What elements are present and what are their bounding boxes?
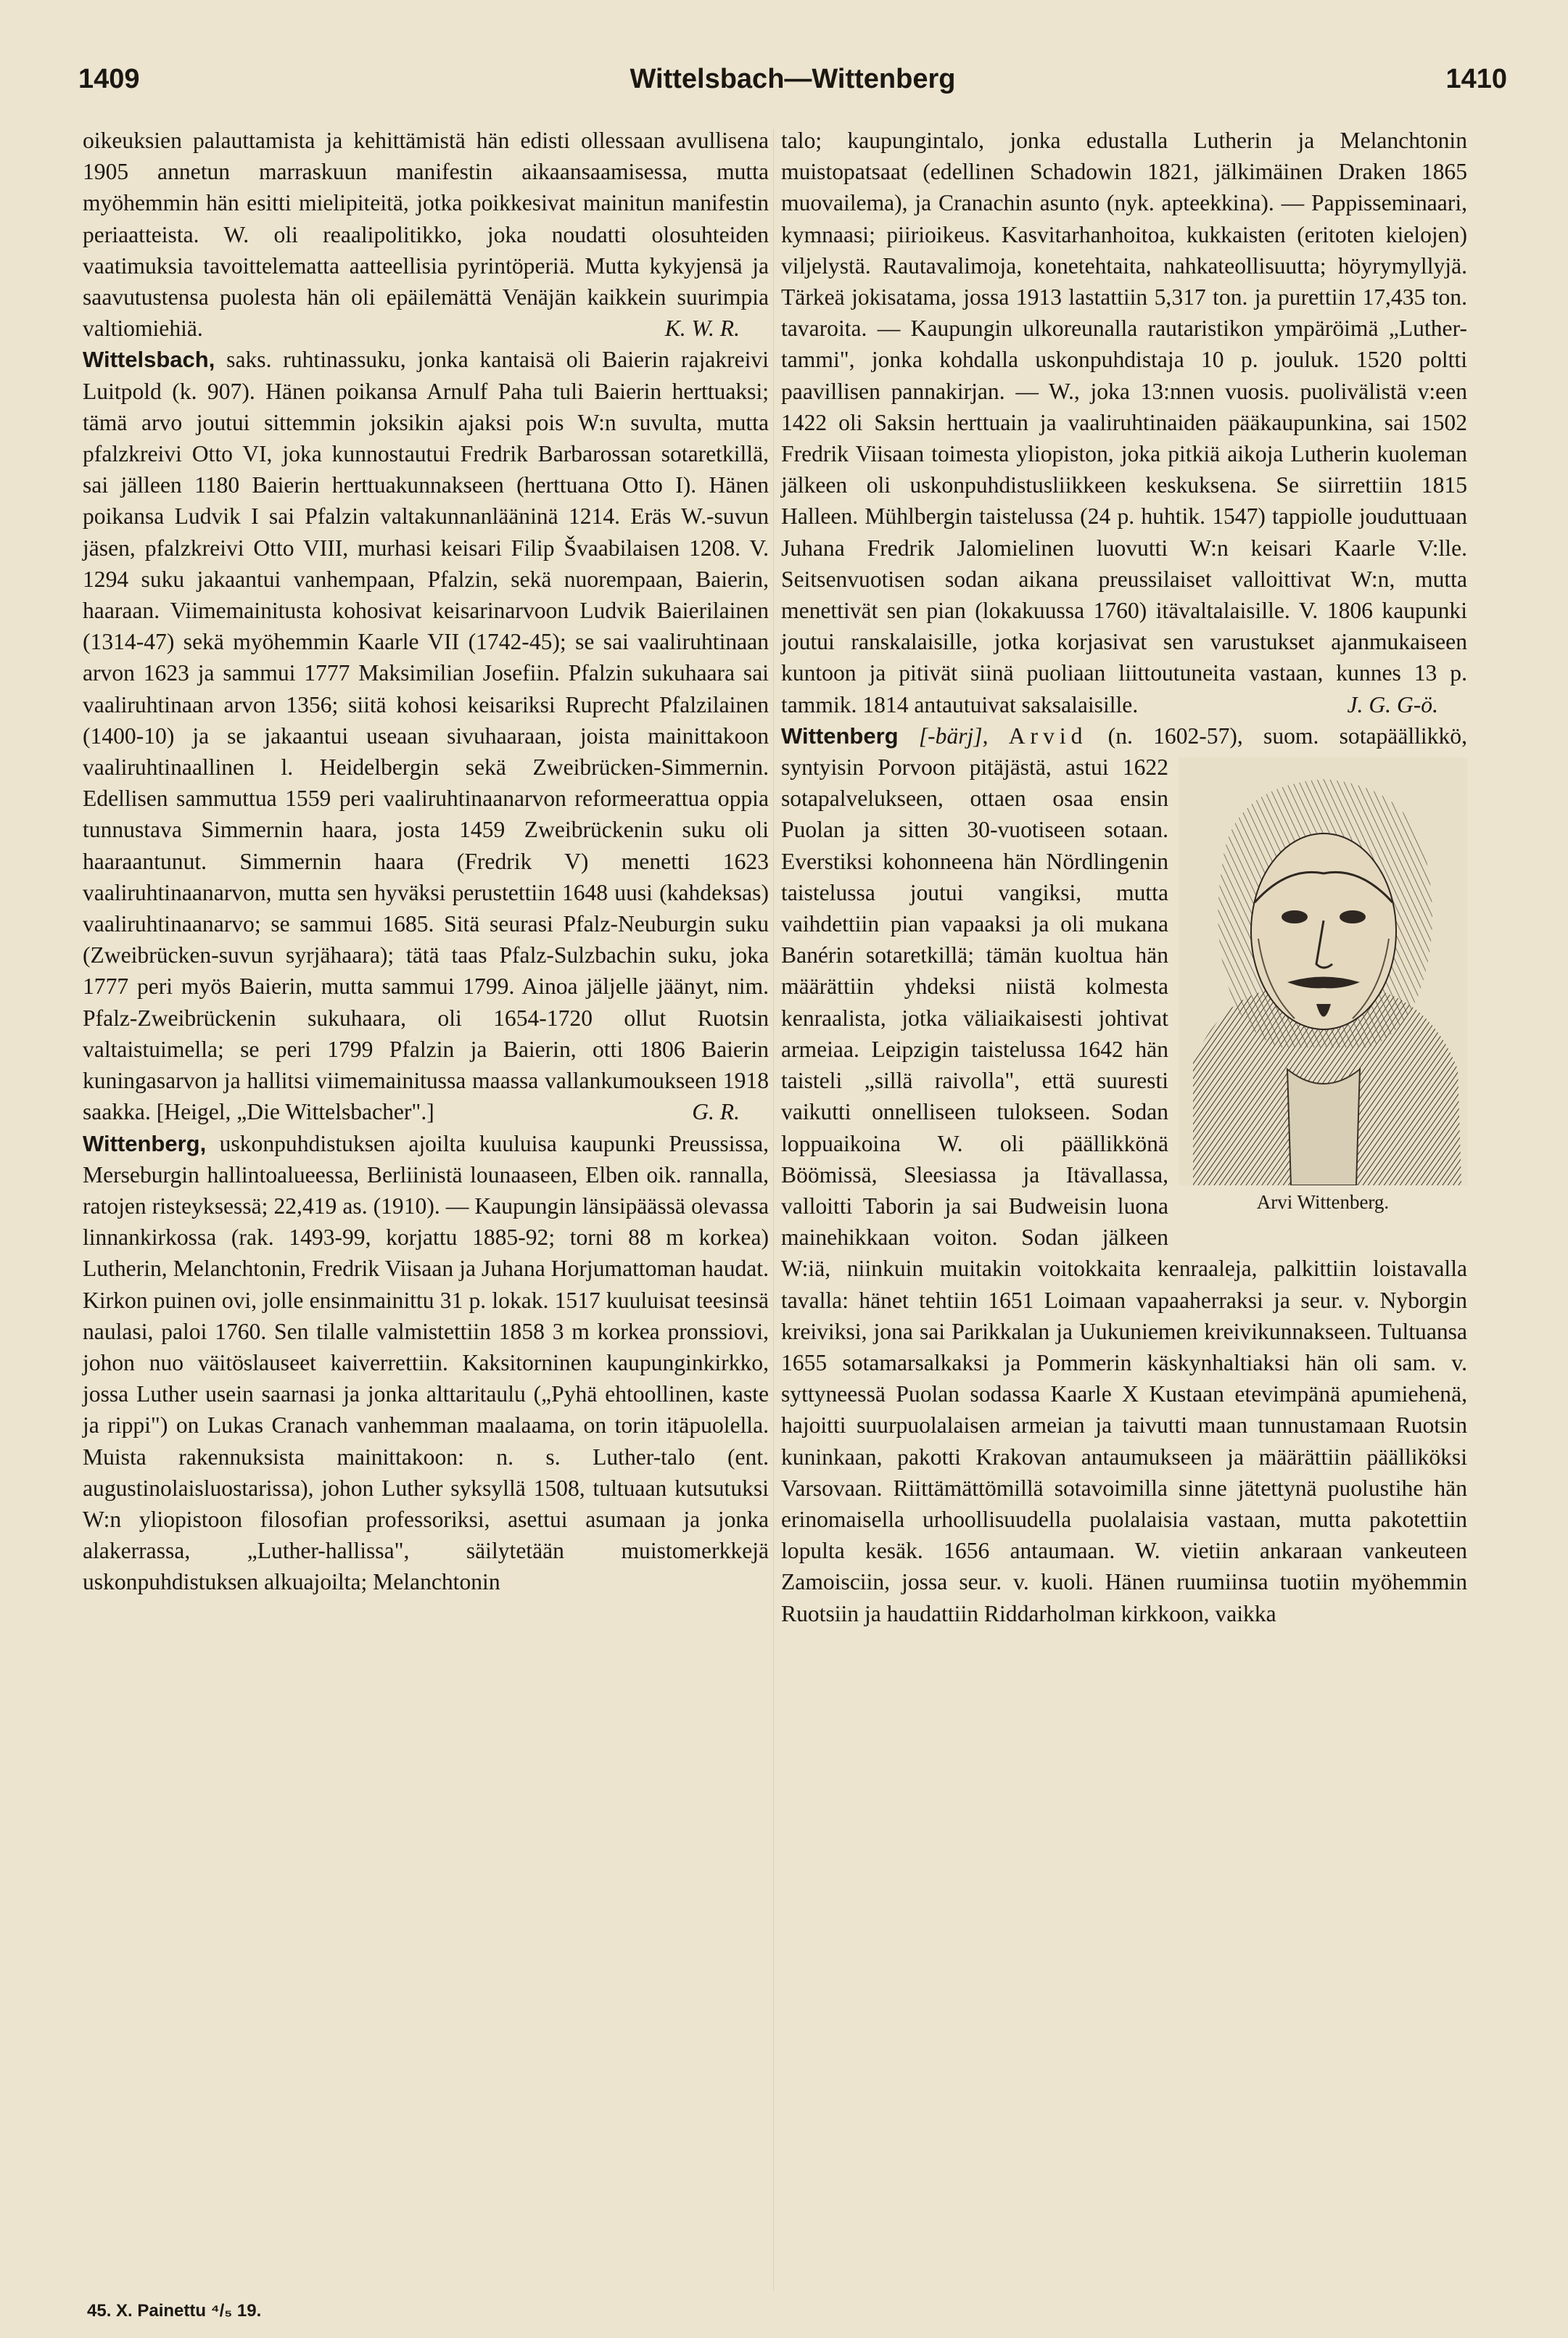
left-column	[83, 125, 769, 1598]
article-continuation	[83, 125, 769, 344]
article-headword: Wittenberg,	[83, 1130, 207, 1156]
page-number-right: 1410	[1445, 64, 1507, 94]
article-headword: Wittelsbach,	[83, 347, 215, 373]
article-wittelsbach	[83, 344, 769, 1127]
paragraph-text: talo; kaupungintalo, jonka edustalla Lutherin ja Melanchtonin muistopatsaat (edellinen Schadowin 1821, jälkimäinen Draken 1865 muovailema), ja Cranachin asunto (nyk. apteekkina). — Pappisseminaari, kymnaasi; piirioikeus. Kasvitarhanhoitoa, kukkaisten (eritoten kielojen) viljelystä. Rautavalimoja, konetehtaita, nahkateollisuutta; höyrymyllyjä. Tärkeä jokisatama, jossa 1913 lastattiin 5,317 ton. ja purettiin 17,435 ton. tavaroita. — Kaupungin ulkoreunalla rautaristikon ympäröimä „Luther-tammi", jonka kohdalla uskonpuhdistaja 10 p. jouluk. 1520 poltti paavillisen pannakirjan. — W., joka 13:nnen vuosis. puolivälistä v:een 1422 oli Saksin herttuain ja vaaliruhtinaiden pääkaupunkina, sai 1502 Fredrik Viisaan toimesta yliopiston, joka pitkiä aikoja Lutherin kuoleman jälkeen oli uskonpuhdistusliikkeen keskuksena. Se siirrettiin 1815 Halleen. Mühlbergin taistelussa (24 p. huhtik. 1547) tappiolle jouduttuaan Juhana Fredrik Jalomielinen luovutti W:n keisari Kaarle V:lle. Seitsenvuotisen sodan aikana preussilaiset valloittivat W:n, mutta menettivät sen pian (lokakuussa 1760) itävaltalaisille. V. 1806 kaupunki joutui ranskalaisille, jotka korjasivat sen varustukset ajanmukaiseen kuntoon ja pitivät siinä puoliaan liittoutuneita vastaan, kunnes 13 p. tammik. 1814 antautuivat saksalaisille.	[781, 128, 1467, 717]
article-wittenberg-arvid	[781, 720, 1467, 1629]
person-name: Arvid	[1008, 723, 1088, 749]
article-headword: Wittenberg	[781, 723, 899, 749]
article-continuation	[781, 125, 1467, 720]
portrait-engraving	[1179, 757, 1467, 1185]
paragraph-text: (n. 1602-57), suom. sotapäällikkö, syntyisin Porvoon pitäjästä, Arvi Wittenberg. astui 1622 sotapalvelukseen, ottaen osaa ensin Puolan ja sitten 30-vuotiseen sotaan. Everstiksi kohonneena hän Nördlingenin taistelussa joutui vangiksi, mutta vaihdettiin pian vapaaksi ja oli mukana Banérin sotaretkillä; tämän kuoltua hän määrättiin yhdeksi niistä kolmesta kenraalista, jotka väliaikaisesti johtivat armeiaa. Leipzigin taistelussa 1642 hän taisteli „sillä raivolla", että suuresti vaikutti onnelliseen tulokseen. Sodan loppuaikoina W. oli päällikkönä Böömissä, Sleesiassa ja Itävallassa, valloitti Taborin ja sai Budweisin luona mainehikkaan voiton. Sodan jälkeen W:iä, niinkuin muitakin voitokkaita kenraaleja, palkittiin loistavalla tavalla: hänet tehtiin 1651 Loimaan vapaaherraksi ja seur. v. Nyborgin kreiviksi, jona sai Parikkalan ja Uukuniemen kreivikunnakseen. Tultuansa 1655 sotamarsalkaksi ja Pommerin käskynhaltiaksi hän oli sam. v. syttyneessä Puolan sodassa Kaarle X Kustaan etevimpänä apumiehenä, hajoitti suurpuolalaisen armeian ja taivutti maan tunnustamaan Ruotsin kuninkaan, pakotti Krakovan antaumukseen ja määrättiin päälliköksi Varsovaan. Riittämättömillä sotavoimilla sinne jätettynä puolustihe hän erinomaisella urhoollisuudella puolalaisia vastaan, mutta pakotettiin lopulta kesäk. 1656 antaumaan. W. vietiin ankaraan vankeuteen Zamoisciin, jossa seur. v. kuoli. Hänen ruumiinsa tuotiin myöhemmin Ruotsiin ja haudattiin Riddarholman kirkkoon, vaikka	[781, 723, 1467, 1626]
author-signature: G. R.	[692, 1099, 740, 1125]
paragraph-text: oikeuksien palauttamista ja kehittämistä hän edisti ollessaan avullisena 1905 annetun marraskuun manifestin aikaansaamisessa, mutta myöhemmin hän esitti mielipiteitä, jotka poikkesivat mainitun manifestin periaatteista. W. oli reaalipolitikko, joka noudatti olosuhteiden vaatimuksia tavoittelematta aatteellisia pyrintöperiä. Mutta kykyjensä ja saavutustensa puolesta hän oli epäilemättä Venäjän kaikkein suurimpia valtiomiehiä.	[83, 128, 769, 342]
column-divider	[773, 129, 774, 2291]
author-signature: J. G. G-ö.	[1347, 691, 1438, 717]
right-column	[781, 125, 1467, 1629]
paragraph-text: uskonpuhdistuksen ajoilta kuuluisa kaupunki Preussissa, Merseburgin hallintoalueessa, Berliinistä lounaaseen, Elben oik. rannalla, ratojen risteyksessä; 22,419 as. (1910). — Kaupungin länsipäässä olevassa linnankirkossa (rak. 1493-99, korjattu 1885-92; torni 88 m korkea) Lutherin, Melanchtonin, Fredrik Viisaan ja Juhana Horjumattoman haudat. Kirkon puinen ovi, jolle ensinmainittu 31 p. lokak. 1517 kuuluisat teesinsä naulasi, paloi 1760. Sen tilalle valmistettiin 1858 3 m korkea pronssiovi, johon nuo väitöslauseet kaiverrettiin. Kaksitorninen kaupunginkirkko, jossa Luther usein saarnasi ja jonka alttaritaulu („Pyhä ehtoollinen, kaste ja rippi") on Lukas Cranach vanhemman maalaama, on torin itäpuolella. Muista rakennuksista mainittakoon: n. s. Luther-talo (ent. augustinolaisluostarissa), johon Luther syksyllä 1508, tultuaan kutsutuksi W:n yliopistoon filosofian professoriksi, asettui asumaan ja jonka alakerrassa, „Luther-hallissa", säilytetään muistomerkkejä uskonpuhdistuksen alkuajoilta; Melanchtonin	[83, 1130, 769, 1595]
page-header	[78, 64, 1507, 107]
paragraph-text: saks. ruhtinassuku, jonka kantaisä oli Baierin rajakreivi Luitpold (k. 907). Hänen poikansa Arnulf Paha tuli Baierin herttuaksi; tämä arvo joutui sittemmin joksikin ajaksi pois W:n suvulta, mutta pfalzkreivi Otto VI, joka kunnostautui Fredrik Barbarossan sotaretkillä, sai jälleen 1180 Baierin herttuakunnakseen (herttuana Otto I). Hänen poikansa Ludvik I sai Pfalzin valtakunnanlääninä 1214. Eräs W.-suvun jäsen, pfalzkreivi Otto VIII, murhasi keisari Filip Švaabilaisen 1208. V. 1294 suku jakaantui vanhempaan, Pfalzin, sekä nuorempaan, Baierin, haaraan. Viimemainitusta kohosivat keisarinarvoon Ludvik Baierilainen (1314-47) sekä myöhemmin Kaarle VII (1742-45); se sai vaaliruhtinaan arvon 1623 ja sammui 1777 Maksimilian Josefiin. Pfalzin sukuhaara sai vaaliruhtinaan arvon 1356; siitä kohosi keisariksi Ruprecht Pfalzilainen (1400-10) ja se jakaantui useaan sivuhaaraan, joista mainittakoon vaaliruhtinaallinen l. Heidelbergin sekä Zweibrücken-Simmernin. Edellisen sammuttua 1559 peri vaaliruhtinaanarvon reformeerattua oppia tunnustava Simmernin haara, josta 1459 Zweibrückenin suku oli haaraantunut. Simmernin haara (Fredrik V) menetti 1623 vaaliruhtinaanarvon, mutta sen hyväksi perustettiin 1648 uusi (kahdeksas) vaaliruhtinaanarvo; se sammui 1685. Sitä seurasi Pfalz-Neuburgin suku (Zweibrücken-suvun syrjähaara); tätä taas Pfalz-Sulzbachin suku, joka 1777 peri myös Baierin, mutta sammui 1799. Ainoa jäljelle jäänyt, nim. Pfalz-Zweibrückenin sukuhaara, oli 1654-1720 ollut Ruotsin valtaistuimella; se peri 1799 Pfalzin ja Baierin, otti 1806 Baierin kuningasarvon ja hallitsi viimemainitussa maassa vallankumoukseen 1918 saakka. [Heigel, „Die Wittelsbacher".]	[83, 347, 769, 1125]
portrait-caption: Arvi Wittenberg.	[1256, 1191, 1390, 1214]
article-wittenberg-city	[83, 1128, 769, 1598]
page-number-left: 1409	[78, 64, 140, 94]
portrait-figure	[1179, 757, 1467, 1219]
printer-mark: 45. X. Painettu ⁴/₅ 19.	[87, 2301, 262, 2321]
page-title: Wittelsbach—Wittenberg	[630, 64, 956, 94]
pronunciation: [-bärj],	[918, 723, 989, 749]
author-signature: K. W. R.	[664, 316, 740, 342]
